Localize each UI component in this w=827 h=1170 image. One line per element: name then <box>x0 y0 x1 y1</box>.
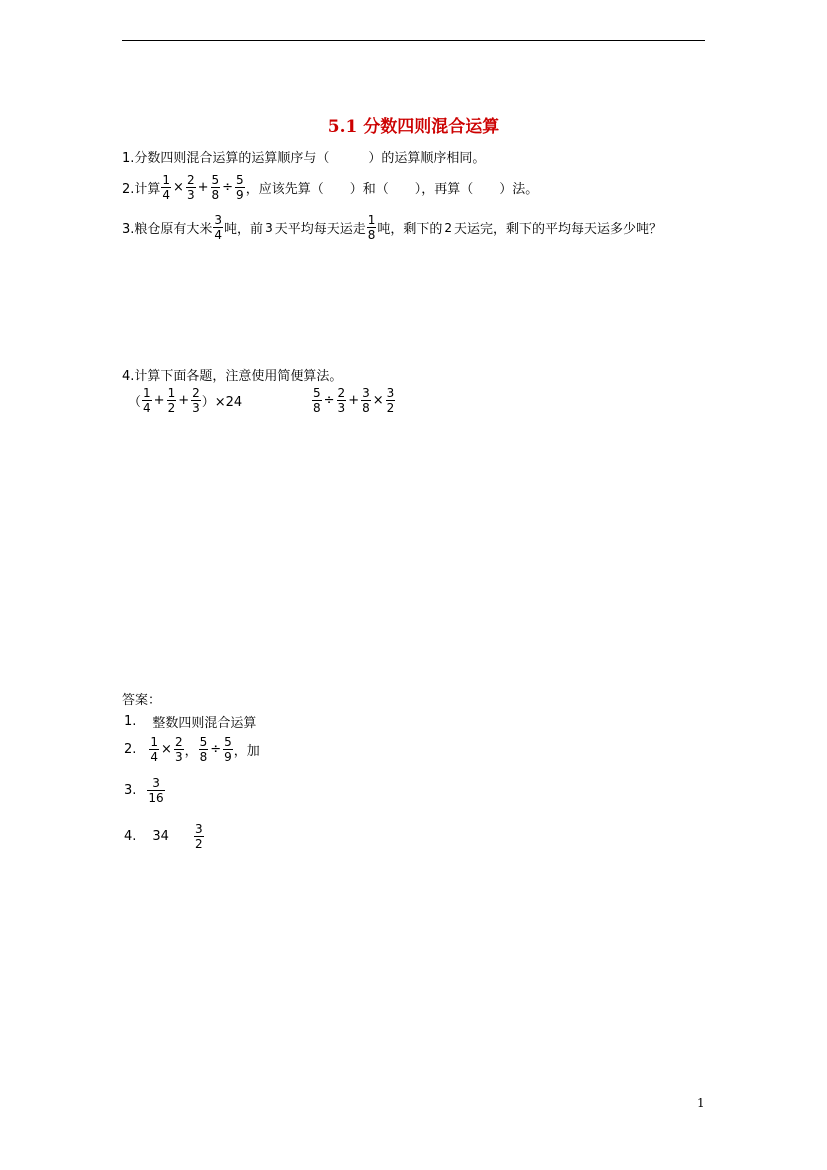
fraction: $\frac{5}{9}$ <box>236 173 244 202</box>
fraction: $\frac{5}{8}$ <box>199 735 208 764</box>
answer-3 <box>124 776 166 805</box>
operator: ÷ <box>222 180 234 195</box>
operator: × <box>372 393 384 408</box>
operator: + <box>197 180 209 195</box>
answer-2 <box>124 735 260 764</box>
fraction: $\frac{2}{3}$ <box>337 386 346 415</box>
operator: + <box>348 393 360 408</box>
operator: × <box>173 180 184 195</box>
fraction: $\frac{5}{9}$ <box>224 735 232 764</box>
question-1: 1.分数四则混合运算的运算顺序与（ ）的运算顺序相同。 <box>122 151 486 166</box>
number: 2 <box>444 220 453 235</box>
answers-heading: 答案： <box>122 693 162 708</box>
page-number: 1 <box>697 1096 705 1110</box>
fraction: $\frac{5}{8}$ <box>313 386 321 415</box>
question-3-text: 天运完，剩下的平均每天运多少吨？ <box>454 222 663 237</box>
fraction: $\frac{1}{8}$ <box>367 213 376 242</box>
fraction: $\frac{1}{4}$ <box>143 386 151 415</box>
answer-label: 4. <box>124 829 137 844</box>
separator: ， <box>184 744 198 759</box>
operator: + <box>153 393 165 408</box>
question-4: 4.计算下面各题，注意使用简便算法。 <box>122 369 343 384</box>
fraction: $\frac{2}{3}$ <box>186 173 195 202</box>
question-2-prefix: 2.计算 <box>122 182 161 197</box>
operator: ÷ <box>210 742 222 757</box>
number: 3 <box>265 220 273 235</box>
fraction: $\frac{5}{8}$ <box>211 173 220 202</box>
operator: × <box>161 742 172 757</box>
operator: ÷ <box>323 393 335 408</box>
answer-text: 整数四则混合运算 <box>152 716 257 731</box>
fraction: $\frac{3}{2}$ <box>194 822 203 851</box>
answer-4 <box>124 822 205 851</box>
fraction: $\frac{2}{3}$ <box>174 735 183 764</box>
expression-1 <box>128 386 242 415</box>
fraction: $\frac{1}{2}$ <box>167 386 176 415</box>
fraction: $\frac{1}{4}$ <box>162 173 171 202</box>
question-2-suffix: ，应该先算（ ）和（ ），再算（ ）法。 <box>245 182 539 197</box>
operator: + <box>178 393 190 408</box>
question-3 <box>122 213 662 242</box>
fraction: $\frac{3}{2}$ <box>386 386 395 415</box>
fraction: $\frac{2}{3}$ <box>192 386 200 415</box>
answer-value: 34 <box>152 829 169 844</box>
right-paren-times: ）×24 <box>201 395 243 410</box>
question-3-text: 吨，剩下的 <box>377 222 443 237</box>
left-paren: （ <box>128 395 142 410</box>
answer-label: 1. <box>124 714 137 729</box>
answer-label: 3. <box>124 783 137 798</box>
answer-text: ，加 <box>233 744 260 759</box>
header-rule <box>122 40 705 41</box>
fraction: $\frac{1}{4}$ <box>150 735 159 764</box>
answer-1 <box>124 712 256 731</box>
question-3-text: 吨，前 <box>224 222 264 237</box>
question-2 <box>122 173 538 202</box>
page-title: 5.1 分数四则混合运算 <box>327 117 500 137</box>
expression-2 <box>311 386 396 415</box>
fraction: $\frac{3}{16}$ <box>148 776 164 805</box>
question-3-text: 3.粮仓原有大米 <box>122 222 213 237</box>
fraction: $\frac{3}{4}$ <box>214 213 223 242</box>
question-3-text: 天平均每天运走 <box>274 222 366 237</box>
answer-label: 2. <box>124 742 137 757</box>
fraction: $\frac{3}{8}$ <box>362 386 370 415</box>
